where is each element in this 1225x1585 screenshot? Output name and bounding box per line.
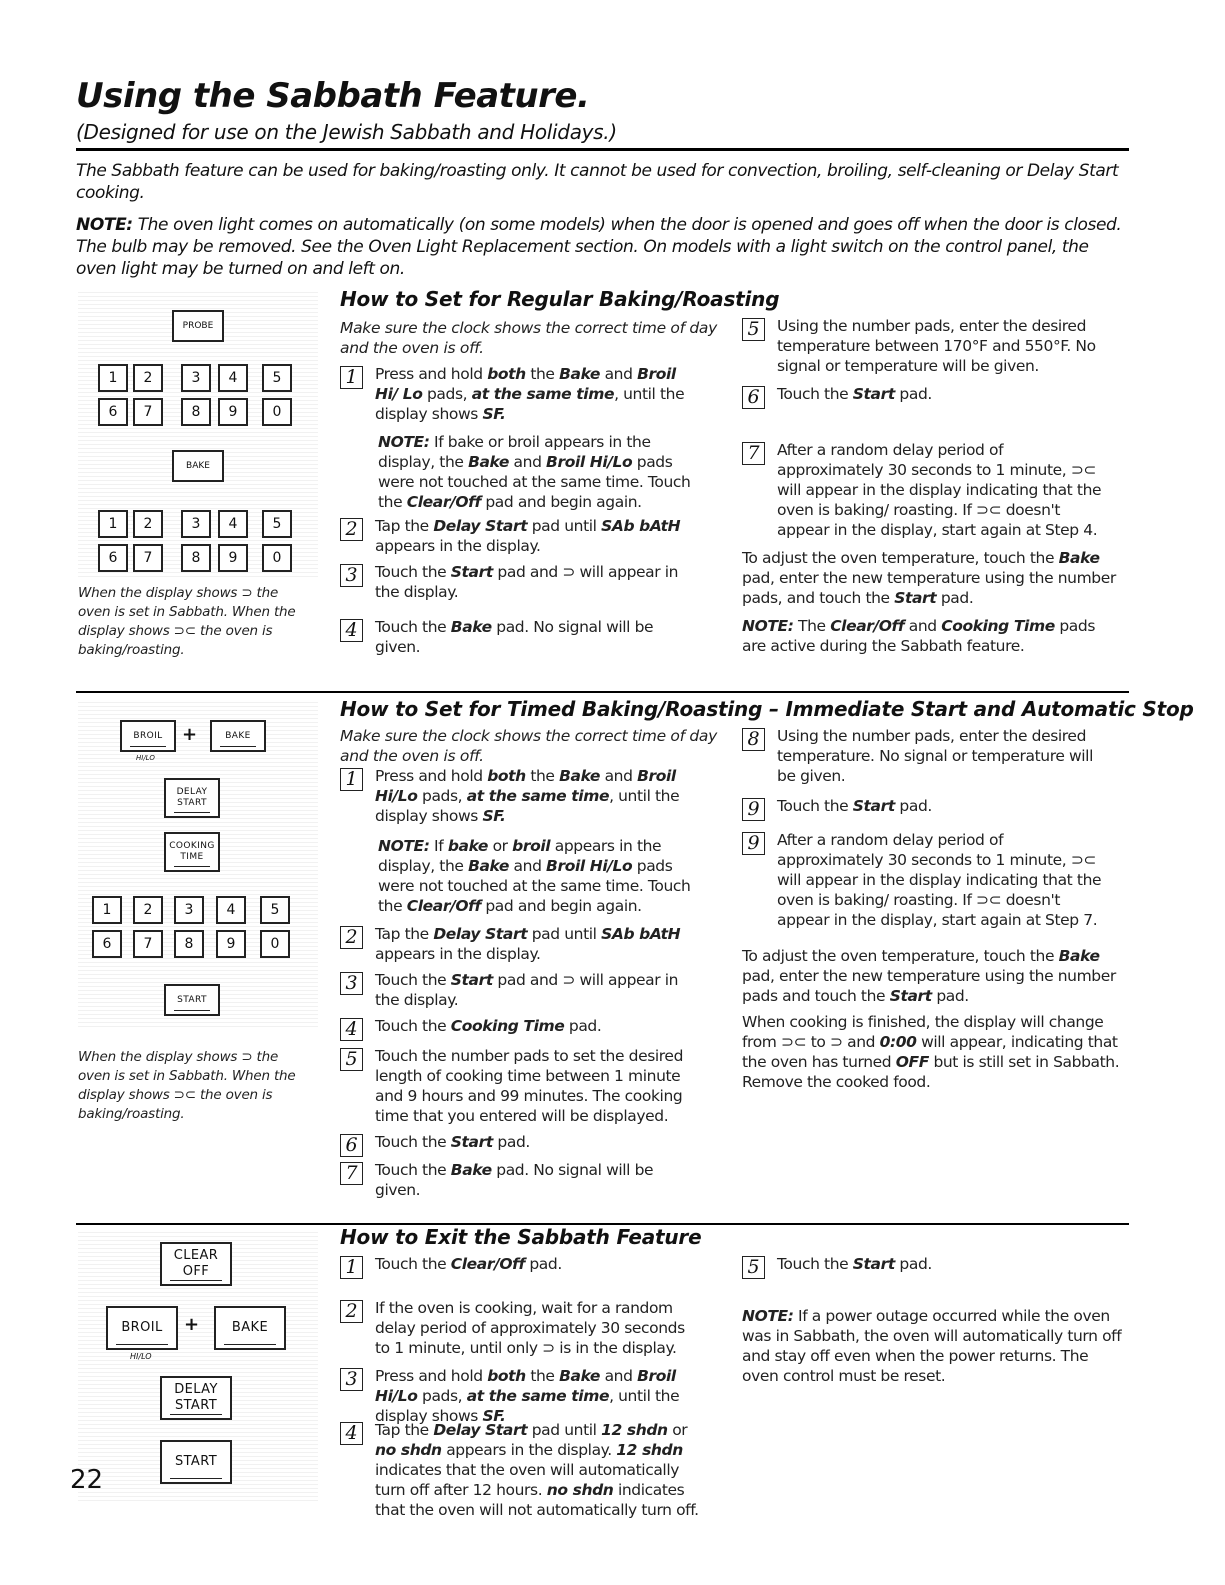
step-text: Tap the Delay Start pad until 12 shdn or no shdn appears in the display. 12 shdn indicates that the oven will automatically turn off after 12 hours. no shdn indicates that the oven will not automatically turn off.: [375, 1421, 699, 1519]
number-key: 5: [262, 364, 292, 392]
step-text: Press and hold both the Bake and Broil Hi/Lo pads, at the same time, until the display shows SF.: [375, 1367, 680, 1425]
step-1: [340, 1254, 700, 1278]
start-key: START: [164, 984, 220, 1016]
number-key: 2: [133, 896, 163, 924]
step-text: After a random delay period of approximately 30 seconds to 1 minute, ⊃⊂ will appear in the display indicating that the oven is baking/ roasting. If ⊃⊂ doesn't appear in the display, start again at Step 7.: [777, 831, 1102, 929]
step-text: Touch the Start pad.: [777, 1255, 932, 1273]
step-text: If the oven is cooking, wait for a random delay period of approximately 30 seconds to 1 minute, until only ⊃ is in the display.: [375, 1299, 685, 1357]
number-key: 1: [92, 896, 122, 924]
step-8: [742, 726, 1102, 786]
step-text: Using the number pads, enter the desired temperature between 170°F and 550°F. No signal or temperature will be given.: [777, 317, 1096, 375]
step-2: [340, 1298, 700, 1358]
plus-sign: +: [184, 1314, 200, 1335]
caption-line: baking/roasting.: [78, 1106, 185, 1122]
key-label: START: [174, 1398, 218, 1413]
power-outage-note: NOTE: If a power outage occurred while the oven was in Sabbath, the oven will automatically turn off and stay off even when the power returns. The oven control must be reset.: [742, 1307, 1122, 1385]
lead-line: Make sure the clock shows the correct time of day: [340, 727, 718, 745]
number-key: 8: [181, 544, 211, 572]
start-key: START: [160, 1440, 232, 1484]
note-label: NOTE:: [76, 215, 133, 235]
step-number: 3: [340, 1368, 363, 1391]
lead-line: and the oven is off.: [340, 747, 484, 765]
step-text: After a random delay period of approximately 30 seconds to 1 minute, ⊃⊂ will appear in the display indicating that the oven is baking/ roasting. If ⊃⊂ doesn't appear in the display, start again at Step 4.: [777, 441, 1102, 539]
step-text: Touch the Clear/Off pad.: [375, 1255, 562, 1273]
step-number: 4: [340, 1018, 363, 1041]
step-4: [340, 1420, 700, 1520]
section-heading-exit: How to Exit the Sabbath Feature: [340, 1225, 702, 1249]
number-key: 4: [216, 896, 246, 924]
section-lead: [340, 318, 717, 358]
step-text: Touch the Start pad.: [777, 385, 932, 403]
caption-line: When the display shows ⊃ the: [78, 585, 279, 601]
step-10: [742, 830, 1102, 930]
step-number: 7: [742, 442, 765, 465]
delay-start-key: [164, 778, 220, 818]
step-4: [340, 617, 700, 657]
number-key: 5: [262, 510, 292, 538]
step-text: Touch the Start pad.: [375, 1133, 530, 1151]
page-title: Using the Sabbath Feature.: [76, 76, 590, 116]
caption-line: When the display shows ⊃ the: [78, 1049, 279, 1065]
step-number: 5: [742, 1256, 765, 1279]
key-label: DELAY: [176, 787, 208, 797]
key-label: DELAY: [174, 1382, 218, 1397]
step-1-note: NOTE: If bake or broil appears in the display, the Bake and Broil Hi/Lo pads were not touched at the same time. Touch the Clear/Off pad and begin again.: [378, 433, 691, 511]
number-key: 7: [133, 544, 163, 572]
hilo-label: HI/LO: [136, 754, 155, 762]
control-panel-illustration-1: [78, 290, 318, 580]
number-key: 7: [133, 398, 163, 426]
lead-line: and the oven is off.: [340, 339, 484, 357]
step-4: [340, 1016, 700, 1040]
number-key: 8: [181, 398, 211, 426]
adjust-temp-text: To adjust the oven temperature, touch the Bake pad, enter the new temperature using the number pads, and touch the Start pad.: [742, 549, 1116, 607]
step-text: Touch the Start pad.: [777, 797, 932, 815]
bake-key: BAKE: [210, 720, 266, 752]
caption-line: oven is set in Sabbath. When the: [78, 1068, 296, 1084]
number-key: 4: [218, 510, 248, 538]
step-text: Press and hold both the Bake and Broil Hi/Lo pads, at the same time, until the display shows SF.: [375, 767, 680, 825]
step-6: [742, 384, 1102, 408]
step-text: Touch the Bake pad. No signal will be given.: [375, 618, 654, 656]
number-key: 6: [98, 544, 128, 572]
intro-note: [76, 214, 1126, 280]
number-key: 9: [216, 930, 246, 958]
section-1-note: NOTE: The Clear/Off and Cooking Time pads are active during the Sabbath feature.: [742, 617, 1096, 655]
step-number: 6: [340, 1134, 363, 1157]
number-key: 1: [98, 510, 128, 538]
step-3: [340, 562, 700, 602]
step-number: 1: [340, 768, 363, 791]
adjust-temp-text: To adjust the oven temperature, touch the Bake pad, enter the new temperature using the number pads and touch the Start pad.: [742, 947, 1116, 1005]
step-text: Tap the Delay Start pad until SAb bAtH appears in the display.: [375, 925, 681, 963]
bake-key: BAKE: [172, 450, 224, 482]
step-1: [340, 364, 700, 424]
key-label: TIME: [180, 852, 204, 862]
step-2: [340, 516, 700, 556]
step-number: 9: [742, 798, 765, 821]
step-text: Touch the Cooking Time pad.: [375, 1017, 602, 1035]
key-label: CLEAR: [173, 1248, 219, 1263]
hilo-label: HI/LO: [130, 1352, 152, 1361]
number-key: 4: [218, 364, 248, 392]
number-key: 9: [218, 398, 248, 426]
step-number: 1: [340, 366, 363, 389]
clear-off-key: [160, 1242, 232, 1286]
step-6: [340, 1132, 700, 1156]
page-subtitle: (Designed for use on the Jewish Sabbath and Holidays.): [76, 120, 617, 144]
number-key: 1: [98, 364, 128, 392]
number-key: 9: [218, 544, 248, 572]
step-text: Press and hold both the Bake and Broil Hi/ Lo pads, at the same time, until the display shows SF.: [375, 365, 685, 423]
caption-line: display shows ⊃⊂ the oven is: [78, 623, 273, 639]
number-key: 6: [98, 398, 128, 426]
step-text: Touch the number pads to set the desired length of cooking time between 1 minute and 9 hours and 99 minutes. The cooking time that you entered will be displayed.: [375, 1047, 684, 1125]
delay-start-key: [160, 1376, 232, 1420]
number-key: 2: [133, 364, 163, 392]
number-key: 6: [92, 930, 122, 958]
step-2: [340, 924, 700, 964]
broil-key: BROIL: [120, 720, 176, 752]
control-panel-illustration-2: [78, 700, 318, 1030]
number-key: 0: [262, 544, 292, 572]
step-text: Touch the Start pad and ⊃ will appear in the display.: [375, 971, 679, 1009]
number-key: 3: [174, 896, 204, 924]
key-label: START: [177, 798, 207, 808]
control-panel-illustration-3: [78, 1232, 318, 1504]
step-number: 5: [340, 1048, 363, 1071]
page-number: 22: [70, 1465, 104, 1495]
step-number: 2: [340, 926, 363, 949]
section-heading-regular: How to Set for Regular Baking/Roasting: [340, 287, 780, 311]
step-9: [742, 796, 1102, 820]
caption-line: display shows ⊃⊂ the oven is: [78, 1087, 273, 1103]
number-key: 2: [133, 510, 163, 538]
step-1-note: NOTE: If bake or broil appears in the display, the Bake and Broil Hi/Lo pads were not touched at the same time. Touch the Clear/Off pad and begin again.: [378, 837, 691, 915]
bake-key: BAKE: [214, 1306, 286, 1350]
step-number: 5: [742, 318, 765, 341]
note-text: The oven light comes on automatically (on some models) when the door is opened and goes off when the door is closed. The bulb may be removed. See the Oven Light Replacement section. On models with a light switch on the control panel, the oven light may be turned on and left on.: [76, 215, 1122, 279]
number-key: 0: [260, 930, 290, 958]
step-1: [340, 766, 700, 826]
number-key: 5: [260, 896, 290, 924]
step-5: [742, 1254, 1102, 1278]
broil-key: BROIL: [106, 1306, 178, 1350]
step-number: 3: [340, 564, 363, 587]
step-3: [340, 970, 700, 1010]
step-7: [742, 440, 1102, 540]
panel-caption-1: [78, 584, 296, 660]
step-number: 2: [340, 518, 363, 541]
key-label: COOKING: [169, 841, 215, 851]
step-number: 6: [742, 386, 765, 409]
probe-key: PROBE: [172, 310, 224, 342]
step-3: [340, 1366, 700, 1426]
section-lead: [340, 726, 717, 766]
number-key: 3: [181, 364, 211, 392]
step-number: 1: [340, 1256, 363, 1279]
caption-line: baking/roasting.: [78, 642, 185, 658]
step-5: [742, 316, 1102, 376]
title-rule: [76, 148, 1129, 151]
step-7: [340, 1160, 700, 1200]
panel-caption-2: [78, 1048, 296, 1124]
step-number: 4: [340, 619, 363, 642]
lead-line: Make sure the clock shows the correct time of day: [340, 319, 718, 337]
caption-line: oven is set in Sabbath. When the: [78, 604, 296, 620]
step-number: 2: [340, 1300, 363, 1323]
section-heading-timed: How to Set for Timed Baking/Roasting – Immediate Start and Automatic Stop: [340, 697, 1194, 721]
number-key: 3: [181, 510, 211, 538]
step-text: Touch the Start pad and ⊃ will appear in the display.: [375, 563, 679, 601]
step-text: Touch the Bake pad. No signal will be given.: [375, 1161, 654, 1199]
finished-text: When cooking is finished, the display will change from ⊃⊂ to ⊃ and 0:00 will appear, indicating that the oven has turned OFF but is still set in Sabbath. Remove the cooked food.: [742, 1013, 1120, 1091]
cooking-time-key: [164, 832, 220, 872]
step-number: 8: [742, 728, 765, 751]
key-label: OFF: [182, 1264, 210, 1279]
step-5: [340, 1046, 700, 1126]
step-text: Using the number pads, enter the desired temperature. No signal or temperature will be given.: [777, 727, 1093, 785]
step-number: 7: [340, 1162, 363, 1185]
intro-text: The Sabbath feature can be used for baking/roasting only. It cannot be used for convection, broiling, self-cleaning or Delay Start cooking.: [76, 161, 1119, 203]
number-key: 0: [262, 398, 292, 426]
section-rule: [76, 691, 1129, 693]
step-number: 3: [340, 972, 363, 995]
step-text: Tap the Delay Start pad until SAb bAtH appears in the display.: [375, 517, 681, 555]
step-number: 9: [742, 832, 765, 855]
plus-sign: +: [182, 724, 198, 745]
step-number: 4: [340, 1422, 363, 1445]
number-key: 8: [174, 930, 204, 958]
number-key: 7: [133, 930, 163, 958]
